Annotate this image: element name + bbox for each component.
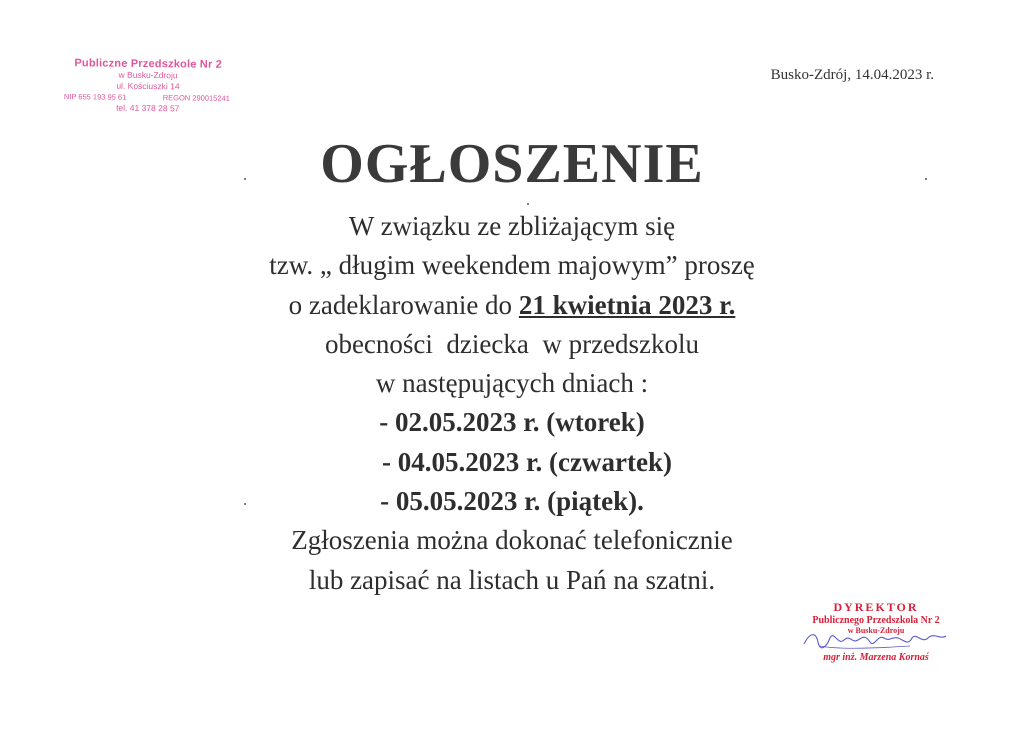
body-line: obecności dziecka w przedszkolu: [324, 328, 700, 359]
director-stamp-org: Publicznego Przedszkola Nr 2: [812, 615, 940, 626]
school-stamp-nip: NIP 655 193 95 61: [63, 92, 127, 102]
body-line: tzw. „ długim weekendem majowym” proszę: [269, 250, 755, 281]
day-item: - 04.05.2023 r. (czwartek): [382, 446, 672, 477]
scan-speck: [244, 503, 246, 505]
director-stamp-city: w Busku-Zdroju: [847, 626, 905, 635]
deadline-date: 21 kwietnia 2023 r.: [518, 289, 736, 320]
scan-speck: [527, 203, 529, 205]
announcement-body: [0, 207, 1024, 600]
school-stamp-regon: REGON 290015241: [162, 93, 230, 103]
body-line: lub zapisać na listach u Pań na szatni.: [308, 564, 716, 595]
school-stamp-title: Publiczne Przedszkole Nr 2: [74, 57, 223, 71]
school-stamp: [58, 57, 239, 115]
school-stamp-city: w Busku-Zdroju: [118, 69, 178, 81]
signature-scribble: [800, 626, 950, 654]
body-line: W związku ze zbliżającym się: [348, 211, 676, 241]
scan-speck: [244, 178, 246, 180]
body-line-deadline: [0, 286, 1024, 325]
day-item: - 02.05.2023 r. (wtorek): [379, 407, 645, 438]
body-line: Zgłoszenia można dokonać telefonicznie: [291, 525, 733, 556]
body-line: w następujących dniach :: [375, 368, 649, 399]
place-date: Busko-Zdrój, 14.04.2023 r.: [770, 67, 934, 83]
scan-speck: [925, 178, 927, 180]
deadline-prefix: o zadeklarowanie do: [288, 289, 519, 320]
day-item: - 05.05.2023 r. (piątek).: [380, 486, 644, 517]
school-stamp-street: ul. Kościuszki 14: [116, 80, 180, 92]
announcement-title: OGŁOSZENIE: [320, 133, 704, 195]
school-stamp-phone: tel. 41 378 28 57: [116, 102, 180, 114]
director-stamp-title: DYREKTOR: [833, 600, 919, 614]
director-name: mgr inż. Marzena Kornaś: [823, 652, 929, 663]
